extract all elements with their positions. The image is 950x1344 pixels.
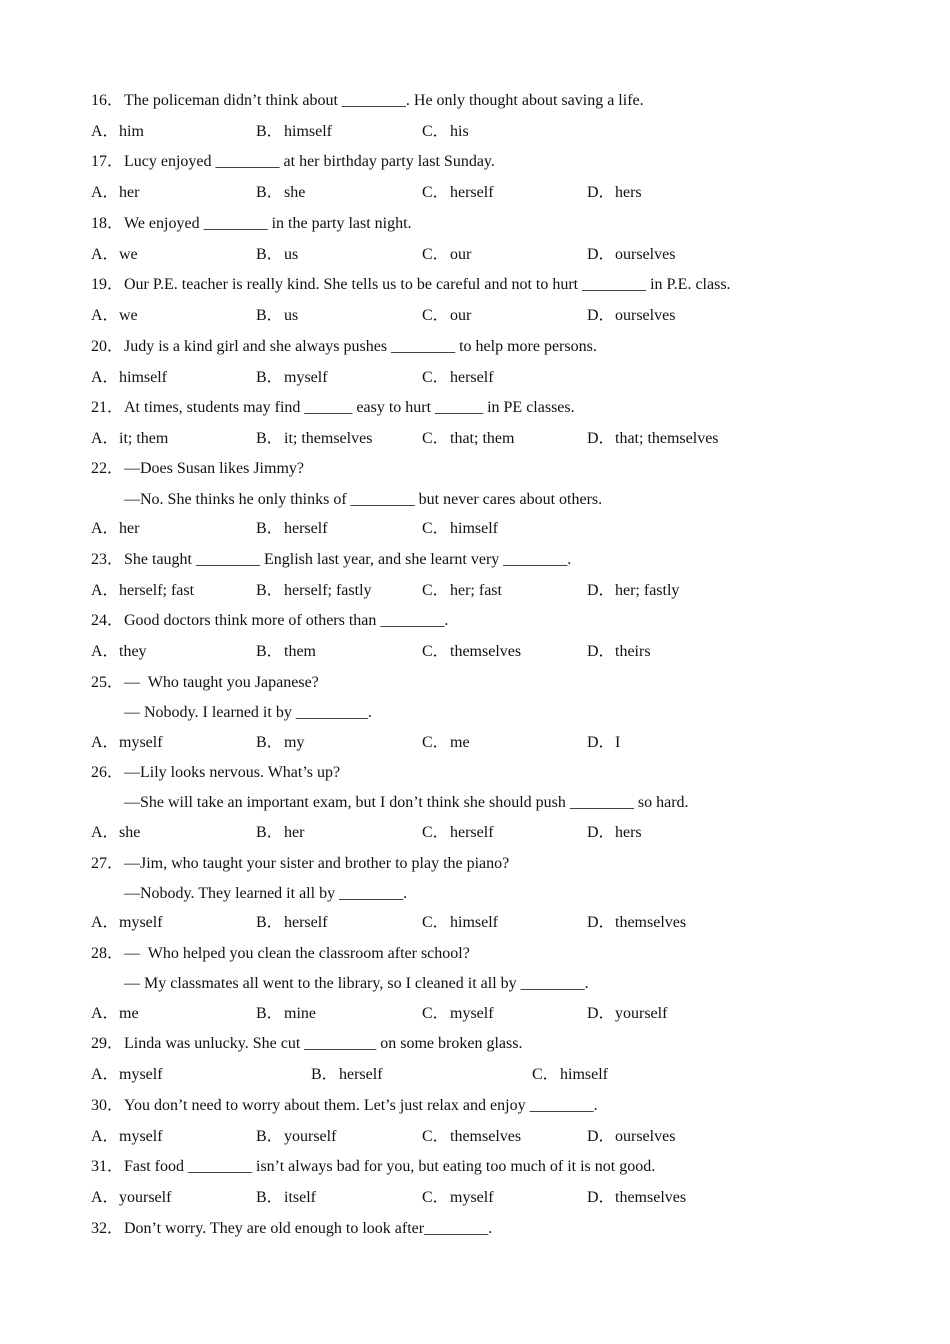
option-text: herself	[284, 914, 328, 931]
option	[256, 823, 304, 843]
option-text: themselves	[450, 1128, 522, 1145]
question-number: 32．	[91, 1220, 124, 1237]
option-label: C．	[422, 246, 449, 263]
option-label: B．	[256, 246, 283, 263]
option-label: B．	[311, 1066, 338, 1083]
option	[422, 1127, 521, 1147]
option-label: A．	[91, 1128, 119, 1145]
question-text: We enjoyed ________ in the party last night.	[124, 215, 412, 232]
option-text: I	[615, 734, 621, 751]
option-label: C．	[422, 1005, 449, 1022]
option-text: himself	[450, 520, 498, 537]
question-stem	[91, 1219, 492, 1239]
option-text: we	[119, 246, 138, 263]
option-text: yourself	[119, 1189, 172, 1206]
option-label: C．	[422, 123, 449, 140]
option-text: myself	[119, 734, 163, 751]
option-text: our	[450, 246, 472, 263]
option	[422, 245, 471, 265]
option-text: she	[119, 824, 141, 841]
question-number: 22．	[91, 460, 124, 477]
option-text: herself; fast	[119, 582, 195, 599]
question-text: She taught ________ English last year, and she learnt very ________.	[124, 551, 572, 568]
option-label: A．	[91, 246, 119, 263]
option	[256, 245, 298, 265]
option-text: hers	[615, 824, 642, 841]
option	[422, 581, 502, 601]
question-number: 24．	[91, 612, 124, 629]
option-text: her	[284, 824, 305, 841]
option	[422, 306, 471, 326]
option-text: themselves	[615, 914, 687, 931]
option-label: C．	[422, 369, 449, 386]
option	[256, 306, 298, 326]
option-label: B．	[256, 734, 283, 751]
question-number: 20．	[91, 338, 124, 355]
option-text: his	[450, 123, 469, 140]
option-label: C．	[422, 643, 449, 660]
question-stem	[91, 152, 495, 172]
option-label: C．	[422, 824, 449, 841]
option-label: D．	[587, 307, 615, 324]
option	[91, 183, 139, 203]
option	[91, 1127, 163, 1147]
option	[256, 581, 372, 601]
option-label: C．	[422, 734, 449, 751]
question-number: 18．	[91, 215, 124, 232]
question-number: 19．	[91, 276, 124, 293]
option-label: A．	[91, 824, 119, 841]
option	[532, 1065, 608, 1085]
question-stem	[91, 275, 731, 295]
option	[91, 1004, 139, 1024]
question-text: Fast food ________ isn’t always bad for you, but eating too much of it is not good.	[124, 1158, 656, 1175]
option-label: D．	[587, 582, 615, 599]
option-label: B．	[256, 430, 283, 447]
question-text: The policeman didn’t think about ________. He only thought about saving a life.	[124, 92, 644, 109]
option-label: A．	[91, 123, 119, 140]
question-stem	[91, 1157, 655, 1177]
option-text: her; fast	[450, 582, 502, 599]
option-label: C．	[422, 430, 449, 447]
option-text: our	[450, 307, 472, 324]
option-label: D．	[587, 430, 615, 447]
question-text: — Who helped you clean the classroom after school?	[124, 945, 470, 962]
option-label: A．	[91, 307, 119, 324]
option-text: ourselves	[615, 246, 676, 263]
option	[91, 733, 163, 753]
question-number: 26．	[91, 764, 124, 781]
option-label: A．	[91, 582, 119, 599]
question-text: —Lily looks nervous. What’s up?	[124, 764, 341, 781]
option-label: A．	[91, 914, 119, 931]
question-number: 25．	[91, 674, 124, 691]
question-number: 31．	[91, 1158, 124, 1175]
option-text: her	[119, 184, 140, 201]
option-text: yourself	[615, 1005, 668, 1022]
option-text: itself	[284, 1189, 316, 1206]
option-label: B．	[256, 914, 283, 931]
option-text: that; themselves	[615, 430, 719, 447]
question-text: Don’t worry. They are old enough to look after________.	[124, 1220, 493, 1237]
dialogue-line: —No. She thinks he only thinks of ________ but never cares about others.	[124, 491, 603, 508]
option	[91, 642, 147, 662]
option	[256, 1004, 316, 1024]
option-text: him	[119, 123, 144, 140]
option-text: myself	[284, 369, 328, 386]
option-label: B．	[256, 582, 283, 599]
option-label: B．	[256, 307, 283, 324]
option-text: himself	[450, 914, 498, 931]
option-text: herself	[450, 184, 494, 201]
option-label: A．	[91, 184, 119, 201]
option	[587, 306, 675, 326]
option-label: C．	[532, 1066, 559, 1083]
option-text: herself; fastly	[284, 582, 372, 599]
dialogue-line: —She will take an important exam, but I don’t think she should push ________ so hard.	[124, 794, 689, 811]
option-text: herself	[450, 824, 494, 841]
option-label: B．	[256, 184, 283, 201]
option-text: himself	[560, 1066, 608, 1083]
option-label: C．	[422, 1128, 449, 1145]
option-label: D．	[587, 1128, 615, 1145]
option-text: us	[284, 307, 299, 324]
question-text: At times, students may find ______ easy to hurt ______ in PE classes.	[124, 399, 575, 416]
option-text: her	[119, 520, 140, 537]
question-number: 30．	[91, 1097, 124, 1114]
option	[91, 429, 168, 449]
dialogue-line: — My classmates all went to the library, so I cleaned it all by ________.	[124, 975, 589, 992]
option-text: myself	[450, 1189, 494, 1206]
option-label: B．	[256, 1189, 283, 1206]
option-text: himself	[284, 123, 332, 140]
option	[587, 913, 686, 933]
option-text: they	[119, 643, 147, 660]
option-label: B．	[256, 824, 283, 841]
question-text: Lucy enjoyed ________ at her birthday party last Sunday.	[124, 153, 495, 170]
option	[587, 1004, 667, 1024]
question-text: Judy is a kind girl and she always pushes ________ to help more persons.	[124, 338, 597, 355]
option	[422, 122, 469, 142]
option-text: themselves	[450, 643, 522, 660]
option-label: D．	[587, 184, 615, 201]
question-text: Our P.E. teacher is really kind. She tells us to be careful and not to hurt ________ in P.E. class.	[124, 276, 731, 293]
option-text: she	[284, 184, 306, 201]
option	[422, 1188, 494, 1208]
option	[256, 642, 316, 662]
question-number: 27．	[91, 855, 124, 872]
option-label: C．	[422, 520, 449, 537]
option-label: C．	[422, 914, 449, 931]
option-text: me	[119, 1005, 139, 1022]
option	[422, 913, 498, 933]
option-text: it; them	[119, 430, 169, 447]
option	[587, 183, 642, 203]
option	[587, 733, 620, 753]
question-text: Good doctors think more of others than ________.	[124, 612, 449, 629]
option-label: C．	[422, 184, 449, 201]
option-label: A．	[91, 643, 119, 660]
option	[91, 122, 144, 142]
question-stem	[91, 214, 412, 234]
option	[91, 1188, 171, 1208]
option	[422, 368, 494, 388]
option-text: me	[450, 734, 470, 751]
question-number: 21．	[91, 399, 124, 416]
question-stem	[91, 854, 509, 874]
question-text: You don’t need to worry about them. Let’s just relax and enjoy ________.	[124, 1097, 598, 1114]
option-text: herself	[450, 369, 494, 386]
question-text: — Who taught you Japanese?	[124, 674, 319, 691]
option	[91, 519, 139, 539]
option-label: A．	[91, 1066, 119, 1083]
option	[91, 306, 138, 326]
option-text: hers	[615, 184, 642, 201]
question-text: —Jim, who taught your sister and brother to play the piano?	[124, 855, 510, 872]
option-label: A．	[91, 1005, 119, 1022]
option-label: A．	[91, 734, 119, 751]
option	[422, 183, 494, 203]
option	[91, 581, 194, 601]
option	[422, 1004, 494, 1024]
option	[587, 1188, 686, 1208]
option	[587, 823, 642, 843]
question-stem	[91, 337, 597, 357]
option	[256, 429, 372, 449]
option-label: A．	[91, 1189, 119, 1206]
option-label: C．	[422, 582, 449, 599]
option-text: that; them	[450, 430, 515, 447]
option-label: D．	[587, 734, 615, 751]
dialogue-line: —Nobody. They learned it all by ________.	[124, 885, 408, 902]
option-text: we	[119, 307, 138, 324]
question-text: Linda was unlucky. She cut _________ on some broken glass.	[124, 1035, 523, 1052]
question-stem	[91, 1096, 598, 1116]
question-stem	[91, 1034, 522, 1054]
question-stem	[91, 398, 575, 418]
question-number: 29．	[91, 1035, 124, 1052]
option-label: B．	[256, 643, 283, 660]
question-stem	[91, 673, 319, 693]
option	[256, 913, 328, 933]
option-label: B．	[256, 1005, 283, 1022]
option-label: D．	[587, 246, 615, 263]
option-label: D．	[587, 643, 615, 660]
option-text: myself	[119, 914, 163, 931]
option-label: D．	[587, 914, 615, 931]
option-text: themselves	[615, 1189, 687, 1206]
option	[256, 183, 305, 203]
question-stem	[91, 91, 644, 111]
option	[587, 642, 651, 662]
option	[422, 429, 514, 449]
option	[91, 368, 167, 388]
option	[256, 1127, 336, 1147]
option-text: us	[284, 246, 299, 263]
option-text: them	[284, 643, 316, 660]
option	[422, 519, 498, 539]
option-text: himself	[119, 369, 167, 386]
option-text: her; fastly	[615, 582, 680, 599]
option	[587, 429, 719, 449]
option-text: it; themselves	[284, 430, 373, 447]
option-label: D．	[587, 1005, 615, 1022]
question-stem	[91, 763, 340, 783]
option-label: C．	[422, 1189, 449, 1206]
option	[587, 1127, 675, 1147]
option-label: A．	[91, 369, 119, 386]
option-text: my	[284, 734, 305, 751]
option	[256, 122, 332, 142]
option	[256, 733, 304, 753]
question-text: —Does Susan likes Jimmy?	[124, 460, 304, 477]
option	[91, 913, 163, 933]
option-label: B．	[256, 1128, 283, 1145]
option-label: B．	[256, 520, 283, 537]
option	[256, 519, 328, 539]
option	[91, 823, 140, 843]
option-label: C．	[422, 307, 449, 324]
option-text: herself	[339, 1066, 383, 1083]
option-label: B．	[256, 123, 283, 140]
option-text: mine	[284, 1005, 316, 1022]
option	[422, 733, 470, 753]
option-text: myself	[119, 1128, 163, 1145]
option-text: theirs	[615, 643, 651, 660]
option-text: yourself	[284, 1128, 337, 1145]
option	[91, 245, 138, 265]
question-number: 16．	[91, 92, 124, 109]
question-stem	[91, 944, 470, 964]
option	[422, 823, 494, 843]
option-label: B．	[256, 369, 283, 386]
option-text: herself	[284, 520, 328, 537]
option-text: ourselves	[615, 307, 676, 324]
option	[256, 368, 328, 388]
option	[587, 245, 675, 265]
option-label: D．	[587, 824, 615, 841]
question-stem	[91, 459, 304, 479]
option	[422, 642, 521, 662]
option	[256, 1188, 316, 1208]
option	[311, 1065, 383, 1085]
option	[91, 1065, 163, 1085]
question-number: 17．	[91, 153, 124, 170]
option-text: ourselves	[615, 1128, 676, 1145]
question-stem	[91, 611, 448, 631]
option-label: D．	[587, 1189, 615, 1206]
question-stem	[91, 550, 571, 570]
option-text: myself	[450, 1005, 494, 1022]
option	[587, 581, 679, 601]
question-number: 23．	[91, 551, 124, 568]
option-label: A．	[91, 520, 119, 537]
question-number: 28．	[91, 945, 124, 962]
dialogue-line: — Nobody. I learned it by _________.	[124, 704, 372, 721]
option-label: A．	[91, 430, 119, 447]
option-text: myself	[119, 1066, 163, 1083]
